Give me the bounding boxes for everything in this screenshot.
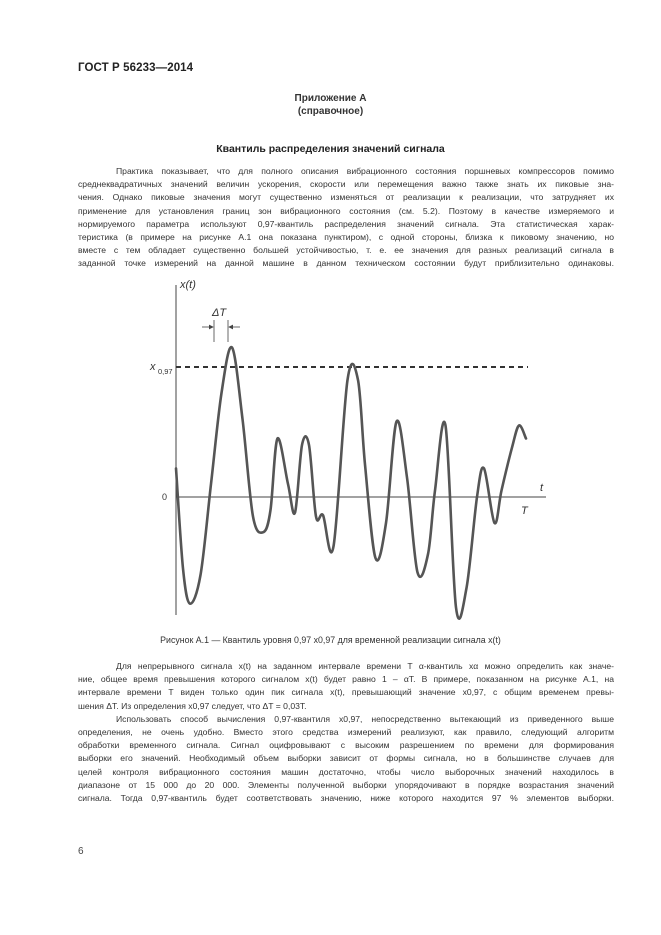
body-line: ние, общее время превышения которого сигналом x(t) будет равно 1 – αT. В примере, показанном на рисунке А.1, на: [78, 674, 614, 685]
body-line: выборки его значений. Необходимый объем выборки зависит от формы сигнала, но в большинстве случаев для: [78, 753, 614, 764]
zero-label: 0: [162, 492, 168, 502]
intro-line: применение для установления границ зон вибрационного состояния (см. 5.2). Поэтому в качестве измеряемого и: [78, 205, 614, 216]
quantile-figure: [0, 270, 661, 630]
intro-line: вместе с тем обладает существенно большей устойчивостью, т. е. ее значения для разных реализаций сигнала в: [78, 245, 614, 256]
intro-paragraph: [78, 165, 614, 271]
body-line: Для непрерывного сигнала x(t) на заданном интервале времени T α-квантиль xα можно определить как значе-: [116, 661, 614, 671]
body-line: Использовать способ вычисления 0,97-квантиля x0,97, непосредственно вытекающий из приведенного выше: [116, 713, 614, 724]
y-axis-label: x(t): [180, 279, 196, 291]
body-line: обработки временного сигнала. Сигнал оцифровывают с высоким разрешением по времени для формирования: [78, 740, 614, 751]
intro-line: чения. Однако пиковые значения могут существенно изменяться от реализации к реализации, что затрудняет их: [78, 192, 614, 203]
body-line: диапазоне от 15 000 до 20 000. Элементы полученной выборки упорядочивают в порядке возрастания значений: [78, 779, 614, 790]
interval-label: T: [521, 505, 528, 517]
body-line: определения, не очень удобно. Вместо этого средства измерений реализуют, как правило, следующий алгоритм: [78, 726, 614, 737]
intro-line: среднеквадратичных значений величин ускорения, скорости или перемещения важно также знать их пиковые зна-: [78, 179, 614, 190]
quantile-subscript: 0,97: [158, 367, 173, 376]
body-line: целей контроля вибрационного состояния машин достаточно, чтобы число выборочных значений находилось в: [78, 766, 614, 777]
body-line: сигнала. Тогда 0,97-квантиль будет соответствовать значению, ниже которого находится 97 % элементов выборки.: [78, 792, 614, 803]
standard-code: ГОСТ Р 56233—2014: [78, 62, 194, 74]
intro-line: Практика показывает, что для полного описания вибрационного состояния поршневых компрессоров помимо: [116, 166, 614, 176]
intro-line: теристика (в примере на рисунке А.1 она показана пунктиром), с одной стороны, близка к пиковому значению, но: [78, 231, 614, 242]
section-title: Квантиль распределения значений сигнала: [216, 143, 445, 155]
appendix-heading: [0, 92, 661, 118]
appendix-note: (справочное): [297, 106, 364, 117]
signal-curve: [176, 347, 526, 619]
body-text: [78, 660, 614, 805]
intro-line: нормируемого параметра используют 0,97-квантиль распределения значений сигнала. Эта статистическая харак-: [78, 218, 614, 229]
figure-caption: Рисунок А.1 — Квантиль уровня 0,97 x0,97 для временной реализации сигнала x(t): [160, 635, 501, 645]
intro-line: заданной точке измерений на данной машине в данном техническом состоянии будут приблизительно одинаковы.: [78, 258, 614, 269]
page-number: 6: [78, 846, 84, 857]
delta-t-label: ΔT: [212, 307, 227, 319]
body-line: интервале времени T виден только один пик сигнала x(t), превышающий значение x0,97, с общим временем превы-: [78, 687, 614, 698]
quantile-label: x: [150, 361, 156, 373]
body-line: шения ΔT. Из определения x0,97 следует, что ΔT = 0,03T.: [78, 700, 307, 711]
appendix-title: Приложение А: [294, 93, 367, 104]
x-axis-label: t: [540, 482, 544, 494]
